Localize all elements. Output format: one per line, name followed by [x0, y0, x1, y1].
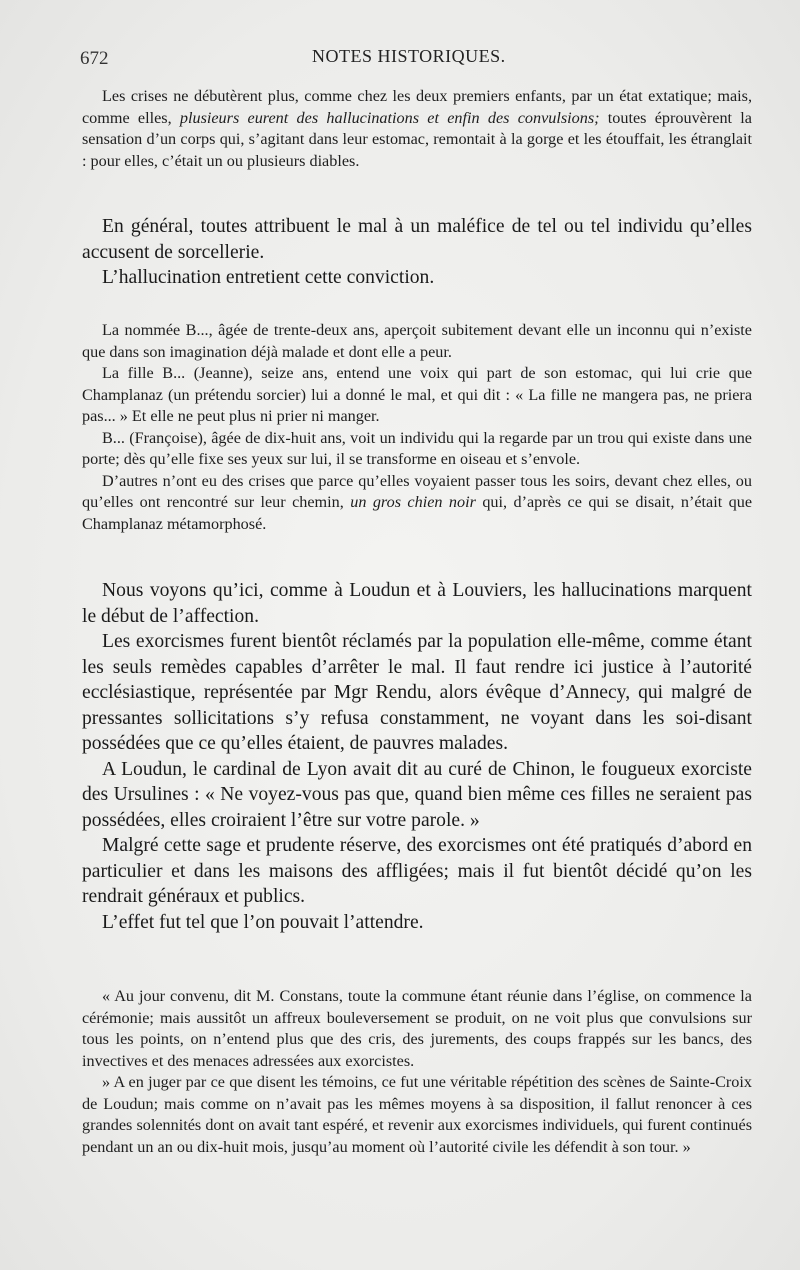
crises-italic: plusieurs eurent des hallucinations et enfin des convulsions;	[179, 108, 600, 127]
running-head: NOTES HISTORIQUES.	[312, 46, 506, 66]
crises-text-a: Les crises ne débutèrent plus, comme chez les deux premiers enfants, par un état extatique; mais, comme elles,	[82, 87, 752, 127]
temoins-quote-paragraph: » A en juger par ce que disent les témoins, ce fut une véritable répétition des scènes de Sainte-Croix de Loudun; mais comme on n’avait pas les mêmes moyens à sa disposition, il fallut renoncer à ces grandes solennités dont on avait tant espéré, et revenir aux exorcismes individuels, qui furent continués pendant un an ou dix-huit mois, jusqu’au moment où l’autorité civile les défendit à son tour. »	[82, 1073, 752, 1156]
loudun-louviers-paragraph: Nous voyons qu’ici, comme à Loudun et à Louviers, les hallucinations marquent le début de l’affection.	[82, 580, 752, 627]
malefice-paragraph: En général, toutes attribuent le mal à un maléfice de tel ou tel individu qu’elles accusent de sorcellerie.	[82, 216, 752, 263]
case-francoise-paragraph: B... (Françoise), âgée de dix-huit ans, voit un individu qui la regarde par un trou qui existe dans une porte; dès qu’elle fixe ses yeux sur lui, il se transforme en oiseau et s’envole.	[82, 428, 752, 468]
section-exorcisms	[82, 578, 752, 935]
crises-paragraph	[82, 86, 752, 172]
constans-quote-paragraph: « Au jour convenu, dit M. Constans, toute la commune étant réunie dans l’église, on commence la cérémonie; mais aussitôt un affreux bouleversement se produit, on ne voit plus que convulsions sur tous les points, on n’entend plus que des cris, des jurements, des coups frappés sur les bancs, des invectives et des menaces adressées aux exorcistes.	[82, 987, 752, 1070]
reserve-paragraph: Malgré cette sage et prudente réserve, des exorcismes ont été pratiqués d’abord en particulier et dans les maisons des affligées; mais il fut bientôt décidé qu’on les rendrait généraux et publics.	[82, 835, 752, 907]
section-cases	[82, 320, 752, 535]
page-number: 672	[80, 48, 109, 69]
section-malefice	[82, 214, 752, 291]
cardinal-paragraph: A Loudun, le cardinal de Lyon avait dit au curé de Chinon, le fougueux exorciste des Ursulines : « Ne voyez-vous pas que, quand bien même ces filles ne seraient pas possédées, elles croiraient l’être sur votre parole. »	[82, 758, 752, 831]
others-text-a: D’autres n’ont eu des crises que parce qu’elles voyaient passer tous les soirs, devant chez elles, ou qu’elles ont rencontré sur leur chemin,	[82, 471, 752, 511]
paragraph-crises	[82, 86, 752, 172]
others-italic: un gros chien noir	[350, 493, 476, 511]
case-jeanne-paragraph: La fille B... (Jeanne), seize ans, entend une voix qui part de son estomac, qui lui crie que Champlanaz (un prétendu sorcier) lui a donné le mal, et qui dit : « La fille ne mangera pas, ne priera pas... » Et elle ne peut plus ni prier ni manger.	[82, 364, 752, 425]
exorcisms-paragraph: Les exorcismes furent bientôt réclamés par la population elle-même, comme étant les seuls remèdes capables d’arrêter le mal. Il faut rendre ici justice à l’autorité ecclésiastique, représentée par Mgr Rendu, alors évêque d’Annecy, qui malgré de pressantes sollicitations s’y refusa constamment, ne voyant dans les soi-disant possédées que ce qu’elles étaient, de pauvres malades.	[82, 631, 752, 754]
hallucination-paragraph: L’hallucination entretient cette conviction.	[102, 267, 435, 288]
others-text-b: qui, d’après ce qui se disait, n’était que Champlanaz métamorphosé.	[82, 493, 753, 533]
crises-text-b: toutes éprouvèrent la sensation d’un corps qui, s’agitant dans leur estomac, remontait à la gorge et les étouffait, les étranglait : pour elles, c’était un ou plusieurs diables.	[82, 108, 752, 170]
effet-paragraph: L’effet fut tel que l’on pouvait l’attendre.	[102, 911, 424, 933]
page-header	[80, 44, 760, 74]
others-paragraph	[82, 471, 752, 536]
section-quote	[82, 986, 752, 1158]
case-b-paragraph: La nommée B..., âgée de trente-deux ans, aperçoit subitement devant elle un inconnu qui n’existe que dans son imagination déjà malade et dont elle a peur.	[82, 321, 752, 361]
